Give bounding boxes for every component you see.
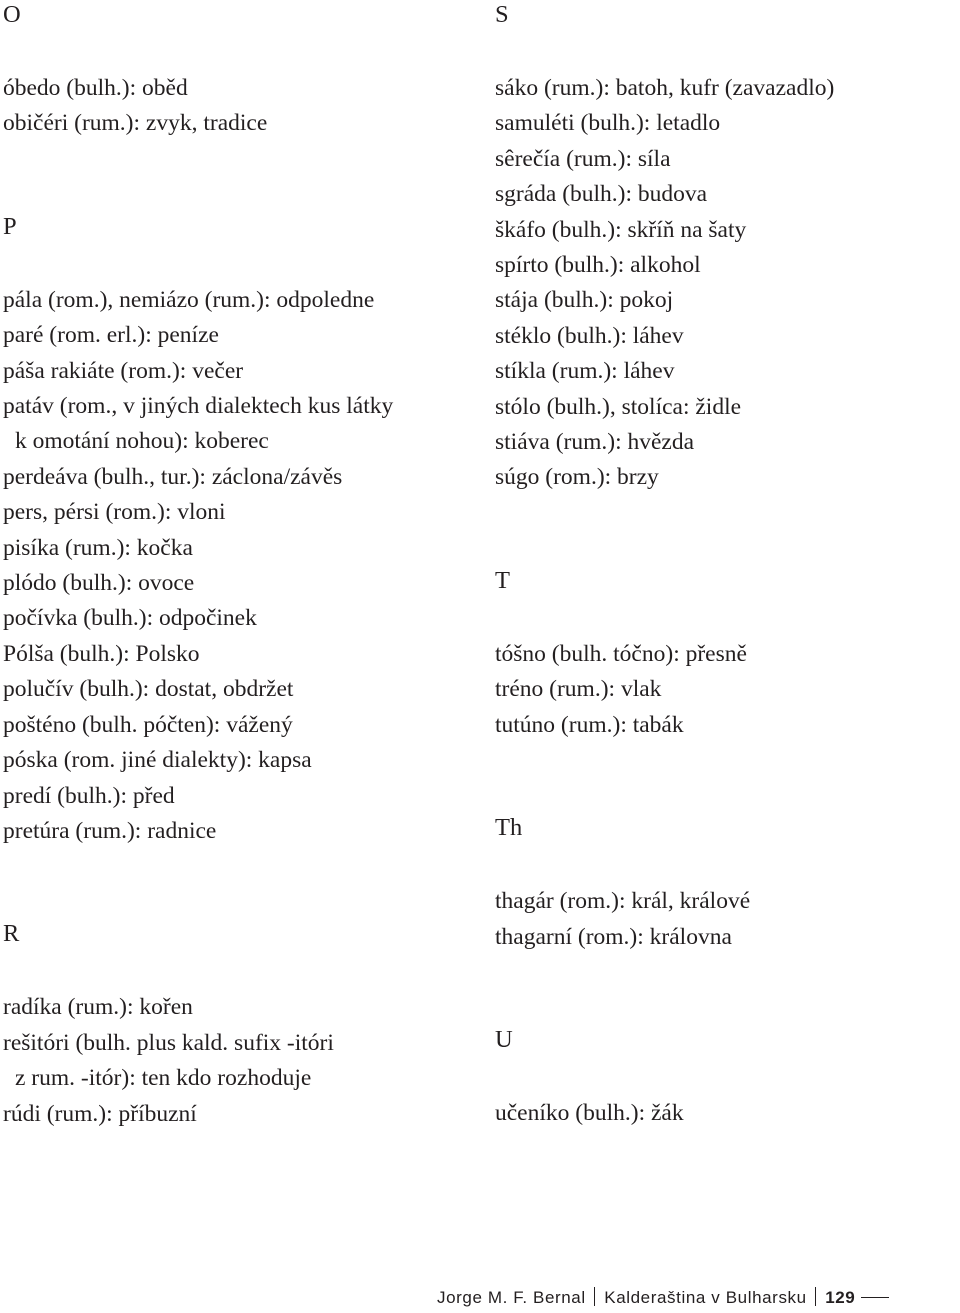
- page-number: 129: [825, 1288, 856, 1307]
- glossary-entry: [3, 601, 473, 636]
- letter-section: [3, 919, 473, 1132]
- section-spacer: [3, 849, 473, 919]
- footer-book-title: Kalderaština v Bulharsku: [604, 1288, 807, 1307]
- entry-line: Pólša (bulh.): Polsko: [3, 640, 200, 667]
- section-letter: O: [3, 1, 21, 28]
- glossary-entry: [3, 71, 473, 106]
- glossary-entry: [3, 779, 473, 814]
- glossary-entry: [3, 743, 473, 778]
- letter-section: [495, 0, 955, 496]
- glossary-entry: [495, 106, 955, 141]
- footer-author: Jorge M. F. Bernal: [437, 1288, 586, 1307]
- entry-line: sêrečía (rum.): síla: [495, 145, 671, 172]
- entry-line: pers, pérsi (rom.): vloni: [3, 499, 226, 526]
- letter-section: [3, 212, 473, 850]
- glossary-entry: [495, 283, 955, 318]
- glossary-entry: [495, 71, 955, 106]
- glossary-entry: [3, 672, 473, 707]
- glossary-entry: [495, 884, 955, 919]
- entry-line: perdeáva (bulh., tur.): záclona/závěs: [3, 463, 343, 490]
- section-letter: U: [495, 1025, 513, 1053]
- entry-line: škáfo (bulh.): skříň na šaty: [495, 216, 747, 243]
- entry-line: thagarní (rom.): královna: [495, 923, 732, 950]
- entry-line: pála (rom.), nemiázo (rum.): odpoledne: [3, 286, 375, 313]
- entry-line: sgráda (bulh.): budova: [495, 181, 708, 208]
- glossary-entry: [495, 248, 955, 283]
- glossary-entry: [495, 708, 955, 743]
- right-column: [495, 0, 955, 1131]
- letter-section: [495, 813, 955, 955]
- entry-line: rúdi (rum.): příbuzní: [3, 1100, 197, 1127]
- glossary-entry: [3, 106, 473, 141]
- entry-line: póska (rom. jiné dialekty): kapsa: [3, 747, 312, 774]
- entry-line: stéklo (bulh.): láhev: [495, 322, 684, 349]
- glossary-entry: [495, 390, 955, 425]
- glossary-entry: [3, 637, 473, 672]
- glossary-entry: [3, 1097, 473, 1132]
- section-spacer: [495, 955, 955, 1025]
- glossary-entry: [495, 177, 955, 212]
- glossary-entry: [3, 318, 473, 353]
- entry-line: spírto (bulh.): alkohol: [495, 252, 701, 279]
- entry-line: stíkla (rum.): láhev: [495, 358, 675, 385]
- entry-line: stiáva (rum.): hvězda: [495, 429, 695, 456]
- section-letter: P: [3, 212, 17, 240]
- glossary-entry: [3, 495, 473, 530]
- entry-line: rešitóri (bulh. plus kald. sufix -itóri: [3, 1029, 334, 1056]
- entry-line: predí (bulh.): před: [3, 782, 175, 809]
- page-footer: [437, 1286, 960, 1312]
- entry-line: učeníko (bulh.): žák: [495, 1099, 684, 1126]
- letter-section: [3, 0, 473, 142]
- entry-line: páša rakiáte (rom.): večer: [3, 357, 244, 384]
- entry-line: thagár (rom.): král, králové: [495, 888, 751, 915]
- entry-line: súgo (rom.): brzy: [495, 464, 659, 491]
- glossary-entry: [495, 637, 955, 672]
- glossary-entry: [495, 425, 955, 460]
- footer-rule: [861, 1297, 889, 1299]
- entry-line: samuléti (bulh.): letadlo: [495, 110, 721, 137]
- glossary-entry: [3, 708, 473, 743]
- letter-section: [495, 566, 955, 743]
- glossary-entry: [3, 389, 473, 460]
- glossary-entry: [3, 566, 473, 601]
- entry-line: pisíka (rum.): kočka: [3, 534, 193, 561]
- section-letter: Th: [495, 814, 523, 842]
- section-letter: R: [3, 920, 20, 948]
- glossary-entry: [3, 354, 473, 389]
- letter-section: [495, 1025, 955, 1131]
- entry-continuation-line: z rum. -itór): ten kdo rozhoduje: [15, 1065, 312, 1092]
- entry-line: tóšno (bulh. tóčno): přesně: [495, 640, 747, 667]
- footer-separator: [594, 1287, 596, 1306]
- section-spacer: [495, 496, 955, 566]
- entry-line: plódo (bulh.): ovoce: [3, 570, 195, 597]
- entry-line: pretúra (rum.): radnice: [3, 817, 217, 844]
- section-letter: S: [495, 1, 509, 28]
- entry-line: pošténo (bulh. póčten): vážený: [3, 711, 293, 738]
- entry-line: tréno (rum.): vlak: [495, 676, 662, 703]
- glossary-entry: [495, 319, 955, 354]
- entry-line: tutúno (rum.): tabák: [495, 711, 684, 738]
- glossary-entry: [495, 213, 955, 248]
- entry-line: običéri (rum.): zvyk, tradice: [3, 110, 268, 137]
- entry-line: paré (rom. erl.): peníze: [3, 322, 219, 349]
- glossary-entry: [3, 283, 473, 318]
- entry-continuation-line: k omotání nohou): koberec: [15, 428, 269, 455]
- glossary-entry: [3, 990, 473, 1025]
- glossary-entry: [495, 142, 955, 177]
- glossary-entry: [3, 531, 473, 566]
- entry-line: stólo (bulh.), stolíca: židle: [495, 393, 742, 420]
- entry-line: óbedo (bulh.): oběd: [3, 75, 188, 101]
- left-column: [3, 0, 473, 1132]
- entry-line: radíka (rum.): kořen: [3, 994, 193, 1021]
- glossary-entry: [3, 460, 473, 495]
- entry-line: patáv (rom., v jiných dialektech kus látky: [3, 393, 394, 420]
- glossary-entry: [495, 460, 955, 495]
- glossary-entry: [3, 814, 473, 849]
- glossary-entry: [495, 672, 955, 707]
- footer-separator: [815, 1287, 817, 1306]
- entry-line: stája (bulh.): pokoj: [495, 287, 674, 314]
- entry-line: polučív (bulh.): dostat, obdržet: [3, 676, 294, 703]
- glossary-entry: [495, 354, 955, 389]
- section-letter: T: [495, 566, 510, 594]
- glossary-entry: [495, 1096, 955, 1131]
- glossary-entry: [3, 1026, 473, 1097]
- glossary-entry: [495, 920, 955, 955]
- entry-line: sáko (rum.): batoh, kufr (zavazadlo): [495, 75, 835, 101]
- section-spacer: [495, 743, 955, 813]
- entry-line: počívka (bulh.): odpočinek: [3, 605, 257, 632]
- section-spacer: [3, 142, 473, 212]
